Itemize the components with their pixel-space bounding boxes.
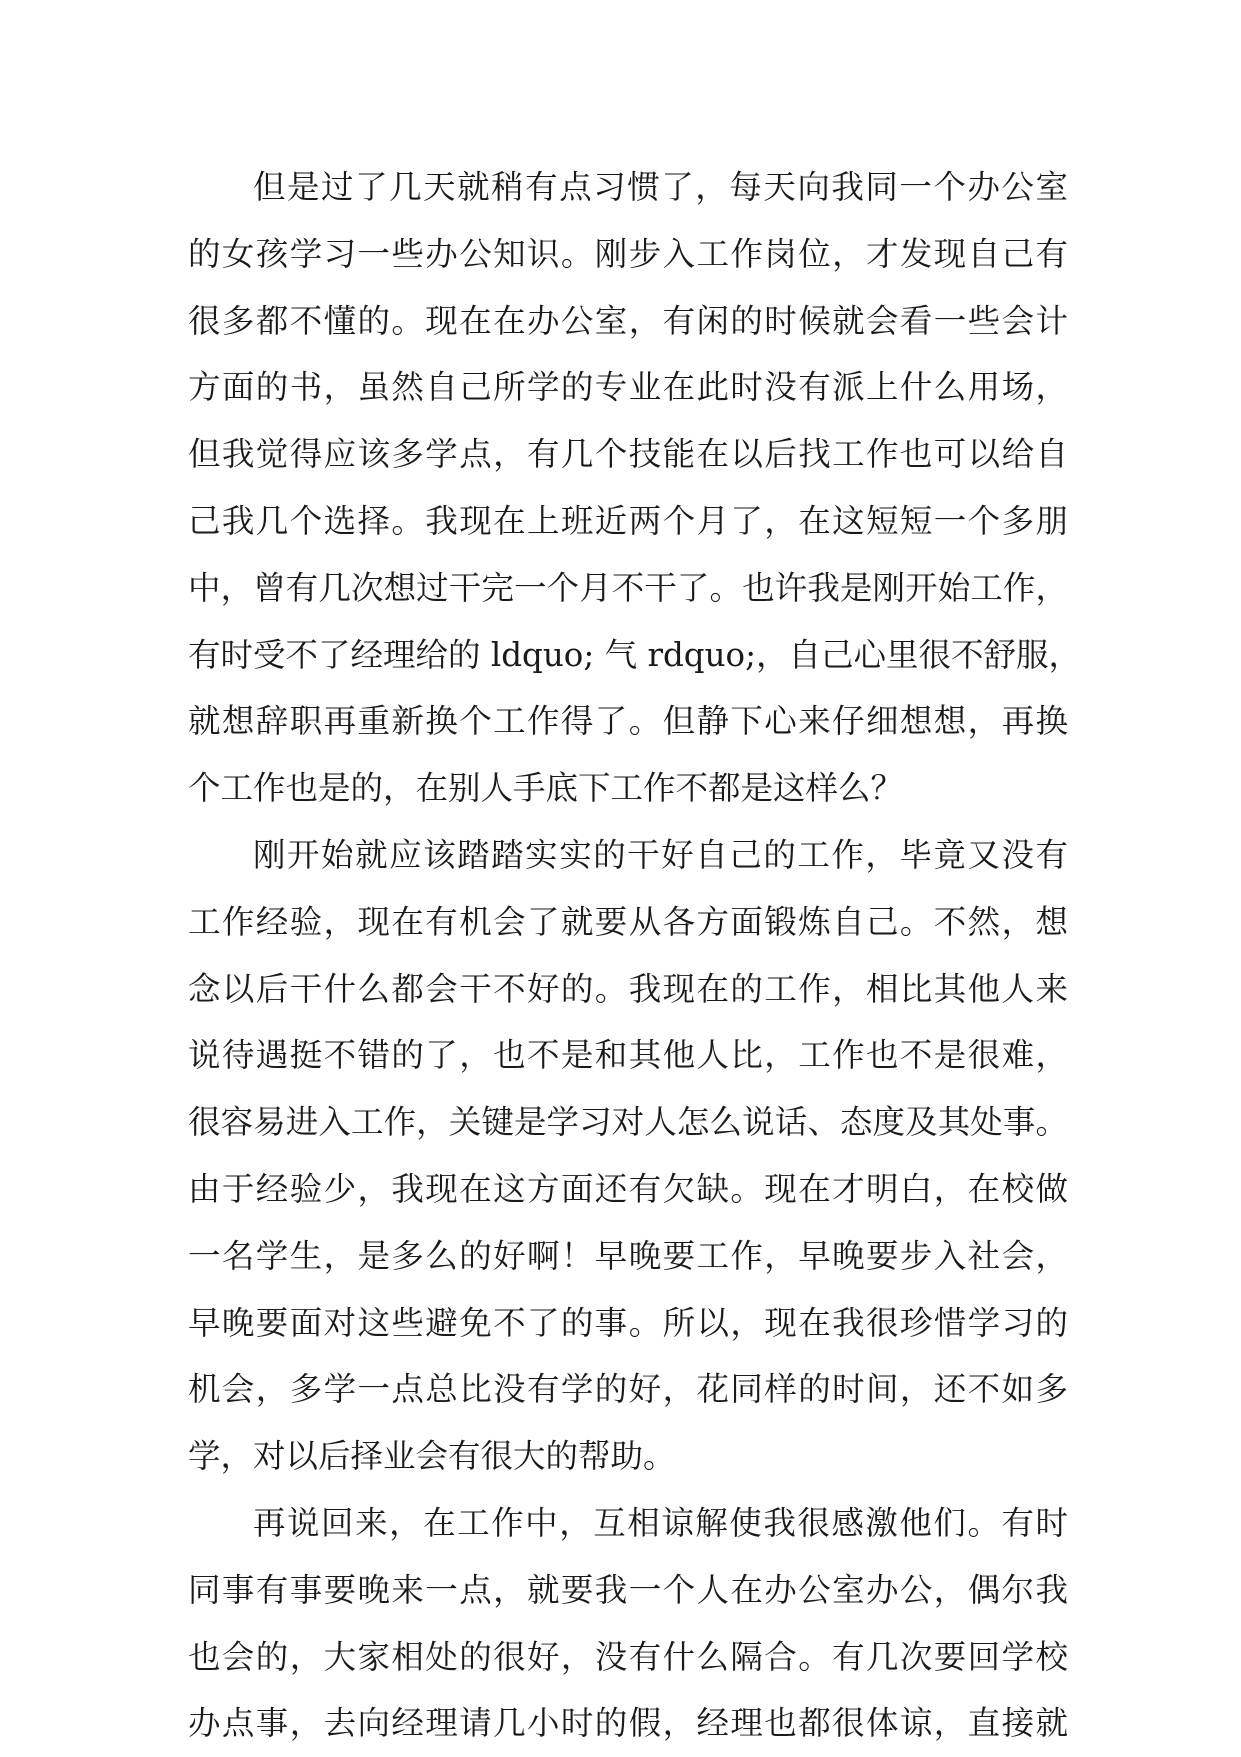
text-line: 就想辞职再重新换个工作得了。但静下心来仔细想想，再换 [188,702,1068,741]
text-line: 也会的，大家相处的很好，没有什么隔合。有几次要回学校 [188,1637,1068,1676]
text-line: 但是过了几天就稍有点习惯了，每天向我同一个办公室 [253,168,1068,206]
text-line: 刚开始就应该踏踏实实的干好自己的工作，毕竟又没有 [253,835,1068,874]
text-line: 但我觉得应该多学点，有几个技能在以后找工作也可以给自 [188,435,1068,474]
paragraph-3 [188,1490,1068,1757]
text-line: 早晚要面对这些避免不了的事。所以，现在我很珍惜学习的 [188,1303,1068,1342]
text-line: 一名学生，是多么的好啊！早晚要工作，早晚要步入社会， [188,1236,1068,1275]
text-line: 机会，多学一点总比没有学的好，花同样的时间，还不如多 [188,1370,1068,1409]
paragraph-2 [188,822,1068,1490]
text-line: 的女孩学习一些办公知识。刚步入工作岗位，才发现自己有 [188,234,1068,273]
text-line: 很多都不懂的。现在在办公室，有闲的时候就会看一些会计 [188,301,1068,340]
text-line: 办点事，去向经理请几小时的假，经理也都很体谅，直接就 [188,1704,1068,1743]
text-line: 学，对以后择业会有很大的帮助。 [188,1437,676,1476]
text-line: 很容易进入工作，关键是学习对人怎么说话、态度及其处事。 [188,1103,1068,1142]
text-line: 同事有事要晚来一点，就要我一个人在办公室办公，偶尔我 [188,1570,1068,1609]
paragraph-1 [188,154,1082,822]
text-line: 念以后干什么都会干不好的。我现在的工作，相比其他人来 [188,969,1068,1008]
text-line: 由于经验少，我现在这方面还有欠缺。现在才明白，在校做 [188,1169,1068,1208]
text-line: 再说回来，在工作中，互相谅解使我很感激他们。有时 [253,1503,1068,1542]
text-line: 方面的书，虽然自己所学的专业在此时没有派上什么用场， [188,368,1068,407]
text-line: 有时受不了经理给的 ldquo; 气 rdquo;，自己心里很不舒服， [188,635,1082,674]
text-line: 中，曾有几次想过干完一个月不干了。也许我是刚开始工作， [188,568,1068,607]
text-line: 说待遇挺不错的了，也不是和其他人比，工作也不是很难， [188,1036,1068,1075]
document-body [188,154,1082,1757]
text-line: 个工作也是的，在别人手底下工作不都是这样么？ [188,769,904,808]
text-line: 工作经验，现在有机会了就要从各方面锻炼自己。不然，想 [188,902,1068,941]
text-line: 己我几个选择。我现在上班近两个月了，在这短短一个多朋 [188,501,1068,540]
